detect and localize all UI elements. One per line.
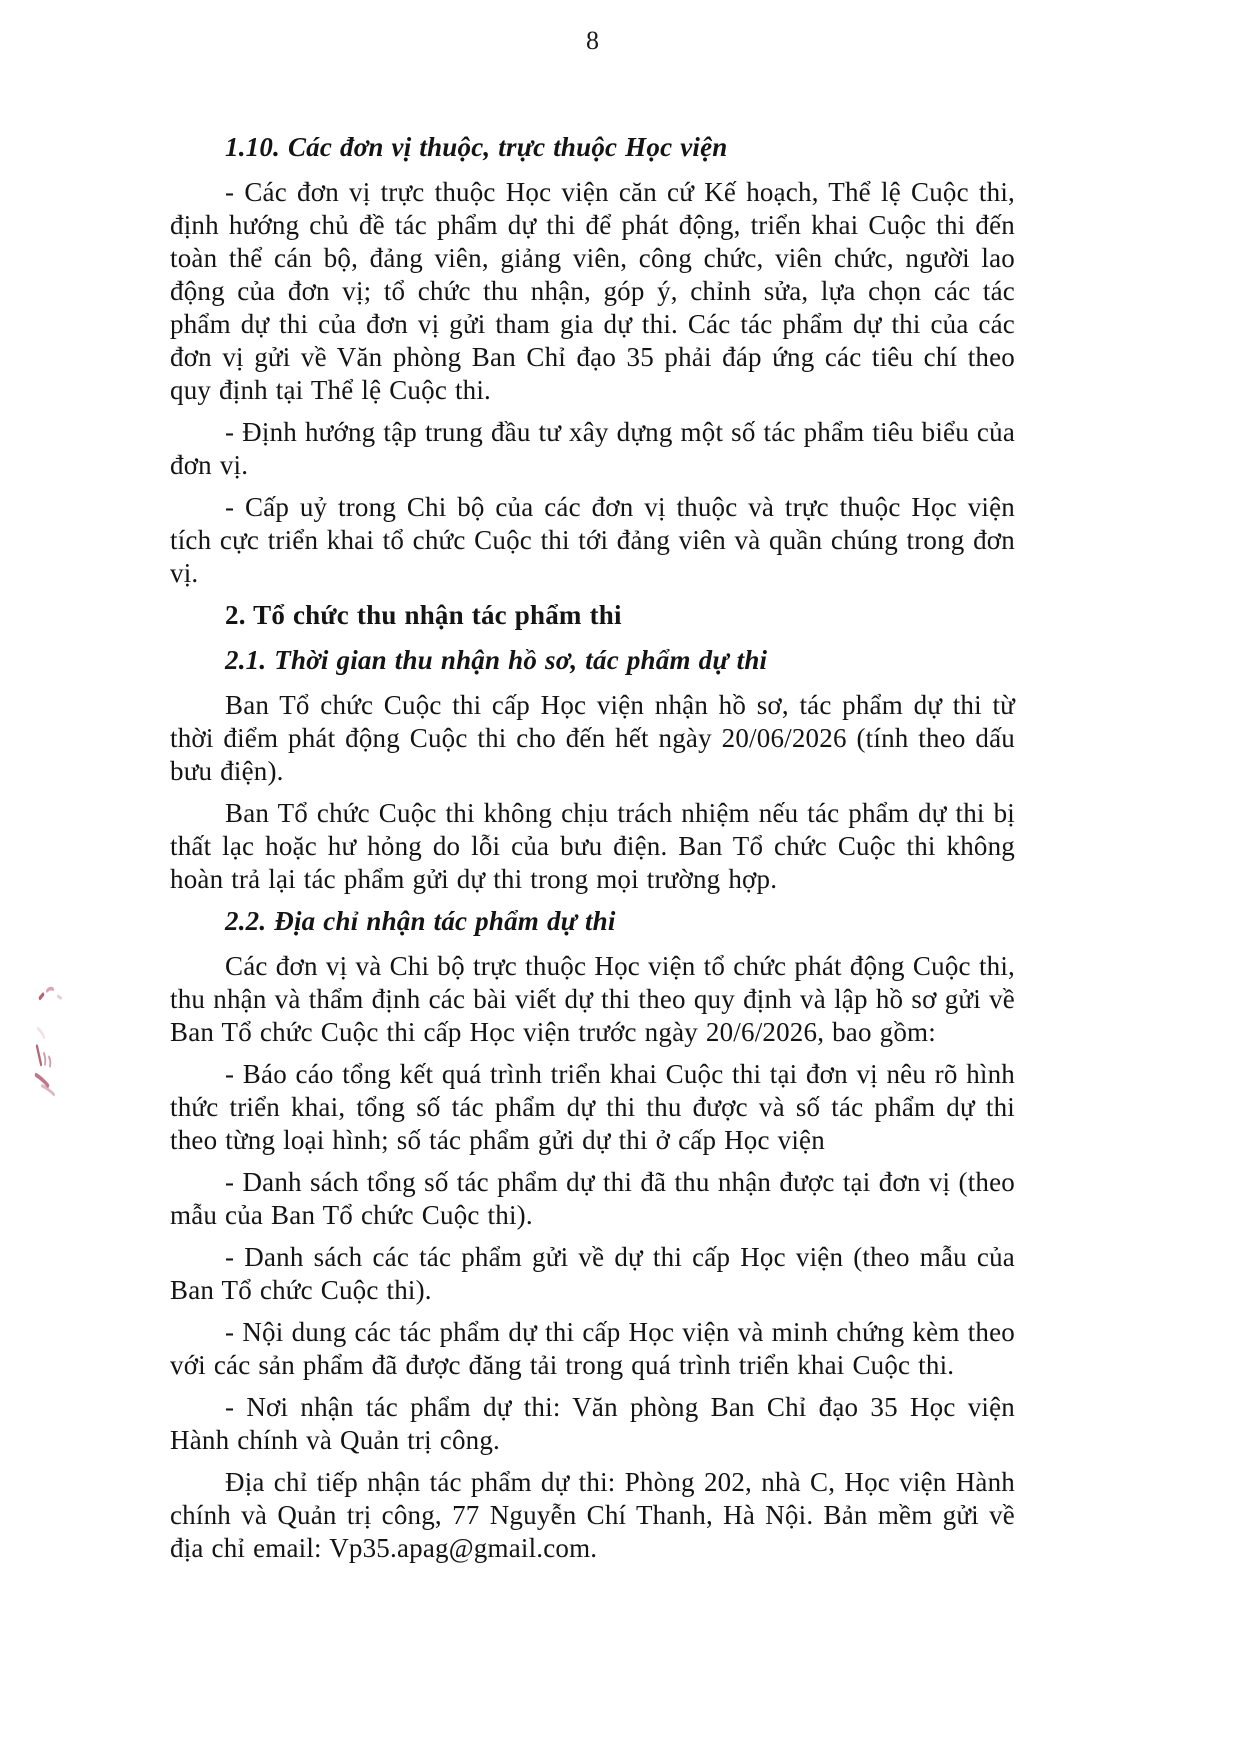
document-body: [170, 124, 1015, 1574]
section-heading: 2.2. Địa chỉ nhận tác phẩm dự thi: [225, 906, 616, 936]
paragraph: Ban Tổ chức Cuộc thi cấp Học viện nhận hồ sơ, tác phẩm dự thi từ thời điểm phát động Cuộc thi cho đến hết ngày 20/06/2026 (tính theo dấu bưu điện).: [170, 690, 1015, 786]
paragraph: Ban Tổ chức Cuộc thi không chịu trách nhiệm nếu tác phẩm dự thi bị thất lạc hoặc hư hỏng do lỗi của bưu điện. Ban Tổ chức Cuộc thi không hoàn trả lại tác phẩm gửi dự thi trong mọi trường hợp.: [170, 798, 1015, 894]
section-heading: 2. Tổ chức thu nhận tác phẩm thi: [225, 600, 622, 630]
paragraph: Các đơn vị và Chi bộ trực thuộc Học viện tổ chức phát động Cuộc thi, thu nhận và thẩm định các bài viết dự thi theo quy định và lập hồ sơ gửi về Ban Tổ chức Cuộc thi cấp Học viện trước ngày 20/6/2026, bao gồm:: [170, 951, 1015, 1047]
paragraph: Địa chỉ tiếp nhận tác phẩm dự thi: Phòng 202, nhà C, Học viện Hành chính và Quản trị công, 77 Nguyễn Chí Thanh, Hà Nội. Bản mềm gửi về địa chỉ email: Vp35.apag@gmail.com.: [170, 1467, 1015, 1563]
paragraph: - Nội dung các tác phẩm dự thi cấp Học viện và minh chứng kèm theo với các sản phẩm đã được đăng tải trong quá trình triển khai Cuộc thi.: [170, 1317, 1015, 1380]
paragraph: - Định hướng tập trung đầu tư xây dựng một số tác phẩm tiêu biểu của đơn vị.: [170, 417, 1015, 480]
paragraph: - Báo cáo tổng kết quá trình triển khai Cuộc thi tại đơn vị nêu rõ hình thức triển khai, tổng số tác phẩm dự thi thu được và số tác phẩm dự thi theo từng loại hình; số tác phẩm gửi dự thi ở cấp Học viện: [170, 1059, 1015, 1155]
section-heading: 2.1. Thời gian thu nhận hồ sơ, tác phẩm dự thi: [225, 645, 768, 675]
page-number: 8: [586, 26, 599, 55]
paragraph: - Nơi nhận tác phẩm dự thi: Văn phòng Ban Chỉ đạo 35 Học viện Hành chính và Quản trị công.: [170, 1392, 1015, 1455]
paragraph: - Các đơn vị trực thuộc Học viện căn cứ Kế hoạch, Thể lệ Cuộc thi, định hướng chủ đề tác phẩm dự thi để phát động, triển khai Cuộc thi đến toàn thể cán bộ, đảng viên, giảng viên, công chức, viên chức, người lao động của đơn vị; tổ chức thu nhận, góp ý, chỉnh sửa, lựa chọn các tác phẩm dự thi của đơn vị gửi tham gia dự thi. Các tác phẩm dự thi của các đơn vị gửi về Văn phòng Ban Chỉ đạo 35 phải đáp ứng các tiêu chí theo quy định tại Thể lệ Cuộc thi.: [170, 177, 1015, 405]
section-heading: 1.10. Các đơn vị thuộc, trực thuộc Học viện: [225, 132, 728, 162]
paragraph: - Danh sách các tác phẩm gửi về dự thi cấp Học viện (theo mẫu của Ban Tổ chức Cuộc thi).: [170, 1242, 1015, 1305]
paragraph: - Cấp uỷ trong Chi bộ của các đơn vị thuộc và trực thuộc Học viện tích cực triển khai tổ chức Cuộc thi tới đảng viên và quần chúng trong đơn vị.: [170, 492, 1015, 588]
paragraph: - Danh sách tổng số tác phẩm dự thi đã thu nhận được tại đơn vị (theo mẫu của Ban Tổ chức Cuộc thi).: [170, 1167, 1015, 1230]
handwritten-margin-mark-icon: [16, 982, 82, 1100]
